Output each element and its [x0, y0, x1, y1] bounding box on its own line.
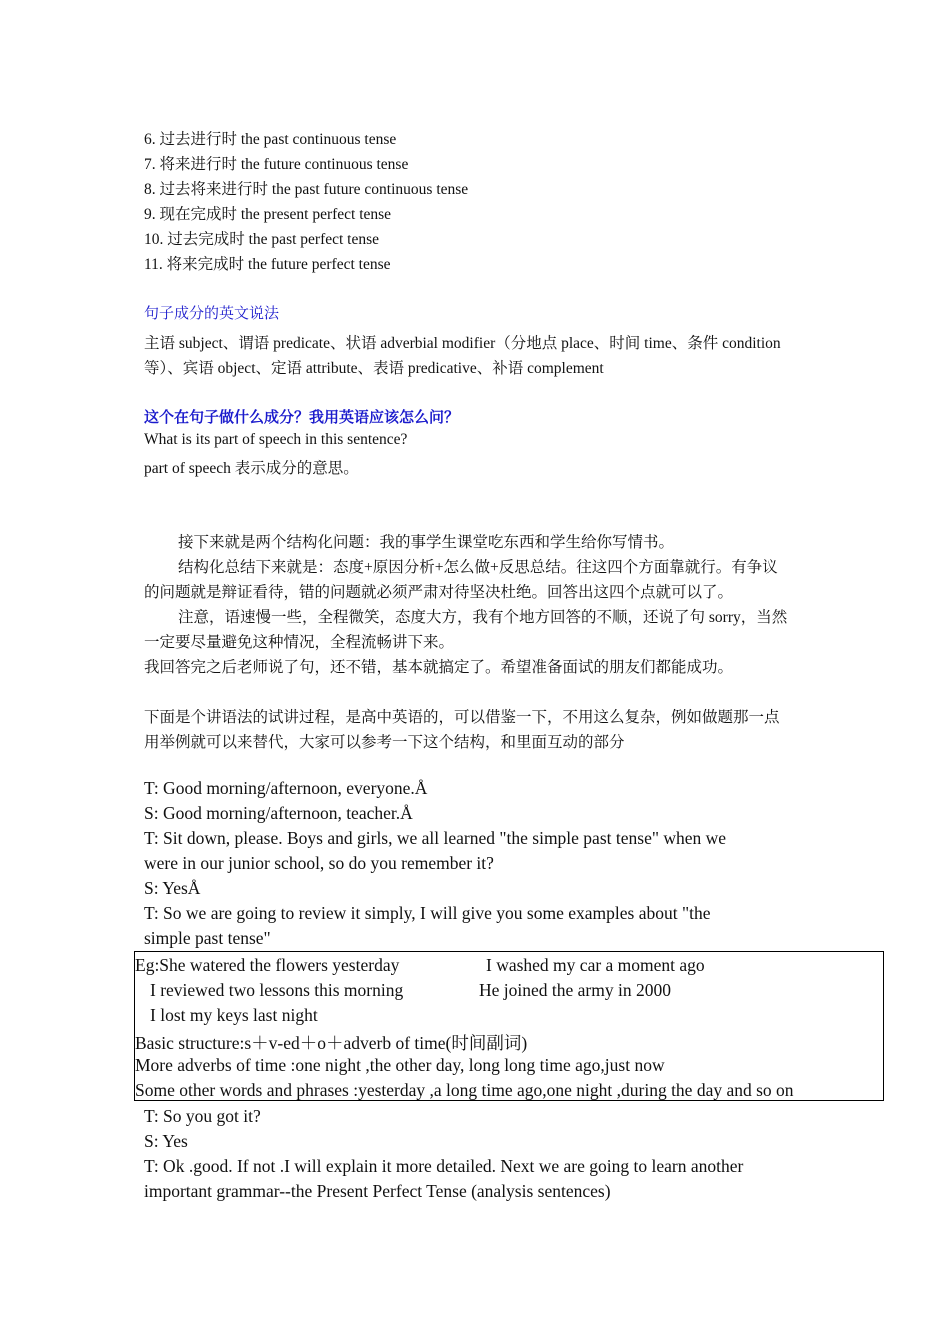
paragraph-line: 注意，语速慢一些，全程微笑，态度大方，我有个地方回答的不顺，还说了句 sorry，当然 — [178, 609, 788, 626]
dialogue-line: S: Good morning/afternoon, teacher.Å — [144, 803, 413, 823]
paragraph-line: 结构化总结下来就是：态度+原因分析+怎么做+反思总结。往这四个方面靠就行。有争议 — [178, 559, 778, 576]
body-text: part of speech 表示成分的意思。 — [144, 460, 359, 477]
dialogue-line: important grammar--the Present Perfect Tense (analysis sentences) — [144, 1181, 611, 1201]
dialogue-line: simple past tense" — [144, 928, 271, 948]
dialogue-line: T: So you got it? — [144, 1106, 261, 1126]
paragraph-line: 一定要尽量避免这种情况，全程流畅讲下来。 — [144, 634, 455, 651]
example-sentence: I reviewed two lessons this morning — [150, 980, 404, 1000]
tense-item: 7. 将来进行时 the future continuous tense — [144, 156, 409, 173]
dialogue-line: T: Good morning/afternoon, everyone.Å — [144, 778, 428, 798]
dialogue-line: were in our junior school, so do you remember it? — [144, 853, 494, 873]
example-sentence: He joined the army in 2000 — [479, 980, 671, 1000]
intro-line: 用举例就可以来替代，大家可以参考一下这个结构，和里面互动的部分 — [144, 734, 625, 751]
paragraph-line: 接下来就是两个结构化问题：我的事学生课堂吃东西和学生给你写情书。 — [178, 534, 675, 551]
paragraph-line: 的问题就是辩证看待，错的问题就必须严肃对待坚决杜绝。回答出这四个点就可以了。 — [144, 584, 734, 601]
example-sentence: I lost my keys last night — [150, 1005, 318, 1025]
section-heading: 句子成分的英文说法 — [144, 304, 280, 322]
dialogue-line: S: YesÅ — [144, 878, 201, 898]
tense-item: 9. 现在完成时 the present perfect tense — [144, 206, 392, 223]
example-box — [134, 951, 884, 1101]
dialogue-line: S: Yes — [144, 1131, 188, 1151]
body-text: What is its part of speech in this sentence? — [144, 431, 408, 448]
dialogue-line: T: Ok .good. If not .I will explain it more detailed. Next we are going to learn another — [144, 1156, 744, 1176]
tense-item: 6. 过去进行时 the past continuous tense — [144, 131, 397, 148]
tense-item: 10. 过去完成时 the past perfect tense — [144, 231, 380, 248]
intro-line: 下面是个讲语法的试讲过程，是高中英语的，可以借鉴一下，不用这么复杂，例如做题那一点 — [144, 709, 780, 726]
section-heading: 这个在句子做什么成分？我用英语应该怎么问？ — [144, 408, 460, 426]
example-sentence: Eg:She watered the flowers yesterday — [135, 955, 400, 975]
body-text: 主语 subject、谓语 predicate、状语 adverbial modifier（分地点 place、时间 time、条件 condition — [144, 335, 781, 352]
body-text: 等）、宾语 object、定语 attribute、表语 predicative、补语 complement — [144, 360, 604, 377]
basic-structure: Basic structure:s＋v-ed＋o＋adverb of time(时间副词) — [135, 1033, 528, 1053]
dialogue-line: T: So we are going to review it simply, I will give you some examples about "the — [144, 903, 711, 923]
adverbs-line: More adverbs of time :one night ,the other day, long long time ago,just now — [135, 1055, 665, 1075]
example-sentence: I washed my car a moment ago — [486, 955, 705, 975]
paragraph-line: 我回答完之后老师说了句，还不错，基本就搞定了。希望准备面试的朋友们都能成功。 — [144, 659, 734, 676]
tense-item: 8. 过去将来进行时 the past future continuous tense — [144, 181, 469, 198]
tense-item: 11. 将来完成时 the future perfect tense — [144, 256, 391, 273]
phrases-line: Some other words and phrases :yesterday ,a long time ago,one night ,during the day and so on — [135, 1080, 794, 1100]
dialogue-line: T: Sit down, please. Boys and girls, we all learned "the simple past tense" when we — [144, 828, 727, 848]
